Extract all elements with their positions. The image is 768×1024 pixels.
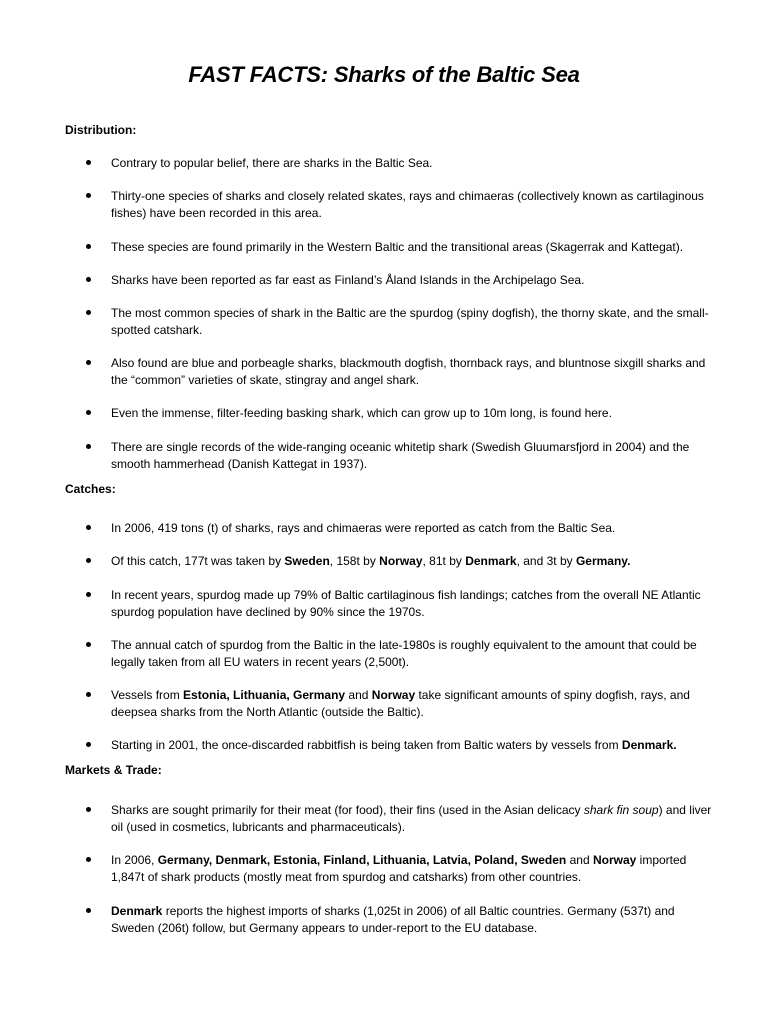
bullet-dot-icon xyxy=(86,277,91,282)
text-run: The annual catch of spurdog from the Baltic in the late-1980s is roughly equivalent to the amount that could be legally taken from all EU waters in recent years (2,500t). xyxy=(111,638,697,669)
bullet-dot-icon xyxy=(86,558,91,563)
bullet-text xyxy=(111,737,716,754)
text-run: Starting in 2001, the once-discarded rabbitfish is being taken from Baltic waters by vessels from xyxy=(111,738,622,752)
bullet-text xyxy=(111,520,716,537)
bullet-text xyxy=(111,637,716,671)
bullet-text xyxy=(111,553,716,570)
page-title: FAST FACTS: Sharks of the Baltic Sea xyxy=(188,62,580,87)
bullet-dot-icon xyxy=(86,742,91,747)
text-run: Denmark. xyxy=(621,738,677,752)
bullet-item xyxy=(86,155,716,172)
bullet-dot-icon xyxy=(86,160,91,165)
bullet-dot-icon xyxy=(86,592,91,597)
bullet-text xyxy=(111,188,716,222)
text-run: , 158t by xyxy=(329,554,380,568)
text-run: The most common species of shark in the Baltic are the spurdog (spiny dogfish), the thorny skate, and the small-spotted catshark. xyxy=(111,306,709,337)
bullet-item xyxy=(86,637,716,671)
text-run: Estonia, Lithuania, Germany xyxy=(183,688,346,702)
bullet-item xyxy=(86,188,716,222)
text-run: , 81t by xyxy=(422,554,466,568)
text-run: Sharks are sought primarily for their meat (for food), their fins (used in the Asian delicacy xyxy=(111,803,584,817)
text-run: There are single records of the wide-ranging oceanic whitetip shark (Swedish Gluumarsfjord in 2004) and the smooth hammerhead (Danish Kattegat in 1937). xyxy=(111,440,690,471)
bullet-dot-icon xyxy=(86,193,91,198)
text-run: and xyxy=(566,853,593,867)
bullet-dot-icon xyxy=(86,410,91,415)
bullet-item xyxy=(86,802,716,836)
bullet-item xyxy=(86,520,716,537)
text-run: In recent years, spurdog made up 79% of Baltic cartilaginous fish landings; catches from the overall NE Atlantic spurdog population have declined by 90% since the 1970s. xyxy=(111,588,701,619)
text-run: Norway xyxy=(592,853,637,867)
text-run: In 2006, xyxy=(111,853,158,867)
bullet-text xyxy=(111,272,716,289)
bullet-dot-icon xyxy=(86,244,91,249)
bullet-text xyxy=(111,802,716,836)
bullet-dot-icon xyxy=(86,692,91,697)
text-run: imported 1,847t of shark products (mostly meat from spurdog and catsharks) from other countries. xyxy=(111,853,687,884)
text-run: These species are found primarily in the Western Baltic and the transitional areas (Skagerrak and Kattegat). xyxy=(111,240,684,254)
text-run: take significant amounts of spiny dogfish, rays, and deepsea sharks from the North Atlantic (outside the Baltic). xyxy=(111,688,690,719)
text-run: Also found are blue and porbeagle sharks, blackmouth dogfish, thornback rays, and bluntnose sixgill sharks and the “common” varieties of skate, stingray and angel shark. xyxy=(111,356,706,387)
bullet-dot-icon xyxy=(86,908,91,913)
text-run: , and 3t by xyxy=(516,554,576,568)
bullet-item xyxy=(86,553,716,570)
bullet-text xyxy=(111,305,716,339)
text-run: Sweden xyxy=(284,554,330,568)
bullet-item xyxy=(86,737,716,754)
text-run: reports the highest imports of sharks (1,025t in 2006) of all Baltic countries. Germany (537t) and Sweden (206t) follow, but Germany appears to under-report to the EU database. xyxy=(111,904,675,935)
bullet-item xyxy=(86,272,716,289)
bullet-dot-icon xyxy=(86,310,91,315)
text-run: Of this catch, 177t was taken by xyxy=(111,554,285,568)
bullet-text xyxy=(111,852,716,886)
bullet-item xyxy=(86,355,716,389)
text-run: Norway xyxy=(371,688,416,702)
bullet-text xyxy=(111,587,716,621)
text-run: Even the immense, filter-feeding basking shark, which can grow up to 10m long, is found here. xyxy=(111,406,612,420)
bullet-item xyxy=(86,305,716,339)
bullet-dot-icon xyxy=(86,642,91,647)
bullet-text xyxy=(111,687,716,721)
bullet-dot-icon xyxy=(86,857,91,862)
bullet-dot-icon xyxy=(86,360,91,365)
bullet-item xyxy=(86,439,716,473)
bullet-item xyxy=(86,852,716,886)
text-run: In 2006, 419 tons (t) of sharks, rays and chimaeras were reported as catch from the Baltic Sea. xyxy=(111,521,616,535)
bullet-item xyxy=(86,405,716,422)
text-run: Thirty-one species of sharks and closely related skates, rays and chimaeras (collectively known as cartilaginous fishes) have been recorded in this area. xyxy=(111,189,704,220)
bullet-text xyxy=(111,155,716,172)
text-run: Sharks have been reported as far east as Finland’s Åland Islands in the Archipelago Sea. xyxy=(111,273,585,287)
text-run: Norway xyxy=(379,554,423,568)
bullet-text xyxy=(111,405,716,422)
text-run: Germany. xyxy=(575,554,631,568)
text-run: Germany, Denmark, Estonia, Finland, Lithuania, Latvia, Poland, Sweden xyxy=(157,853,567,867)
bullet-text xyxy=(111,355,716,389)
bullet-dot-icon xyxy=(86,444,91,449)
text-run: Denmark xyxy=(111,904,163,918)
bullet-text xyxy=(111,439,716,473)
text-run: and xyxy=(345,688,372,702)
text-run: shark fin soup xyxy=(583,803,659,817)
bullet-dot-icon xyxy=(86,807,91,812)
bullet-item xyxy=(86,587,716,621)
bullet-item xyxy=(86,239,716,256)
text-run: Vessels from xyxy=(111,688,184,702)
bullet-item xyxy=(86,687,716,721)
bullet-dot-icon xyxy=(86,525,91,530)
bullet-text xyxy=(111,239,716,256)
bullet-text xyxy=(111,903,716,937)
bullet-item xyxy=(86,903,716,937)
section-heading: Markets & Trade: xyxy=(65,763,162,777)
section-heading: Distribution: xyxy=(65,123,137,137)
text-run: Contrary to popular belief, there are sharks in the Baltic Sea. xyxy=(111,156,433,170)
section-heading: Catches: xyxy=(65,482,116,496)
text-run: Denmark xyxy=(465,554,517,568)
text-run: ) and liver oil (used in cosmetics, lubricants and pharmaceuticals). xyxy=(111,803,712,834)
